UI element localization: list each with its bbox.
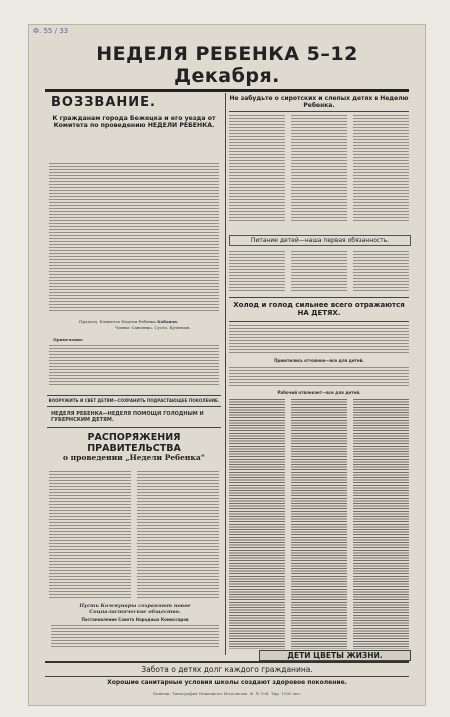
- right-block3-text: [229, 325, 409, 355]
- poster-headline: НЕДЕЛЯ РЕБЕНКА 5–12 Декабря.: [96, 43, 358, 87]
- banner-shelter: Приютились отчаянно—все для детей.: [274, 358, 364, 363]
- right-block4-text: [229, 367, 409, 387]
- decree-text-col1: [49, 471, 131, 599]
- right-block2-col2: [291, 251, 347, 293]
- banner-cold-hunger: Холод и голод сильнее всего отражаются НА ДЕТЯХ.: [233, 301, 405, 317]
- appeal-body-text: [49, 163, 219, 313]
- banner-children-flowers: ДЕТИ ЦВЕТЫ ЖИЗНИ.: [259, 650, 411, 661]
- band-week-of-help: НЕДЕЛЯ РЕБЕНКА—НЕДЕЛЯ ПОМОЩИ ГОЛОДНЫМ И ГУБЕРНСКИМ ДЕТЯМ.: [51, 411, 204, 423]
- remark-text: [49, 345, 219, 385]
- right-block2-col1: [229, 251, 285, 293]
- banner-feeding: Питание детей—наша первая обязанность.: [229, 235, 411, 246]
- banner-worker: Рабочий отвлекает—все для детей.: [277, 390, 361, 395]
- right-text-col1: [229, 115, 285, 221]
- right-text-col3: [353, 115, 409, 221]
- decree-title: РАСПОРЯЖЕНИЯ ПРАВИТЕЛЬСТВА: [87, 432, 181, 454]
- header-rule: [45, 89, 409, 92]
- poster-sheet: [28, 24, 426, 706]
- remark-label: Примечание.: [53, 337, 84, 342]
- right-block2-col3: [353, 251, 409, 293]
- appeal-members: Члены: Савченко. Сусло. Кузнецов.: [115, 325, 191, 330]
- appeal-title: ВОЗЗВАНИЕ.: [51, 95, 156, 110]
- decree-closing: Пусть Коммунары сохраняют новое Социалистическое общество.: [79, 603, 191, 615]
- footer-line-sanitary: Хорошие санитарные условия школы создают здоровое поколение.: [107, 679, 347, 686]
- decree-subtitle: о проведении „Недели Ребенка“: [63, 453, 205, 462]
- right-lower-col1: [229, 399, 285, 649]
- banner-orphans: Не забудьте о сиротских и слепых детях в Неделю Ребенка.: [229, 95, 409, 109]
- appeal-signature-lead: Председ. Комитета Недели Ребенка Кабанов.: [79, 319, 179, 324]
- commissariat-title: Постановление Совета Народных Комиссаров: [81, 617, 189, 622]
- appeal-subtitle: К гражданам города Бежецка и его уезда от Комитета по проведению НЕДЕЛИ РЕБЕНКА.: [52, 115, 216, 129]
- right-lower-col2: [291, 399, 347, 649]
- left-column: [45, 95, 223, 129]
- decree-text-col2: [137, 471, 219, 599]
- footer-imprint: Бежецк. Типография Бежецкого Исполкома. Ф. № 104. Тир. 1000 экз.: [152, 691, 302, 696]
- footer-line-care: Забота о детях долг каждого гражданина.: [141, 665, 313, 674]
- archive-stamp: Ф. 55 / 33: [33, 27, 69, 35]
- band-light-for-children: ВООРУЖИТЬ И СВЕТ ДЕТЯМ—СОХРАНИТЬ ПОДРАСТАЮЩЕЕ ПОКОЛЕНИЕ.: [48, 398, 220, 403]
- right-lower-col3: [353, 399, 409, 649]
- commissariat-text: [51, 625, 219, 647]
- right-text-col2: [291, 115, 347, 221]
